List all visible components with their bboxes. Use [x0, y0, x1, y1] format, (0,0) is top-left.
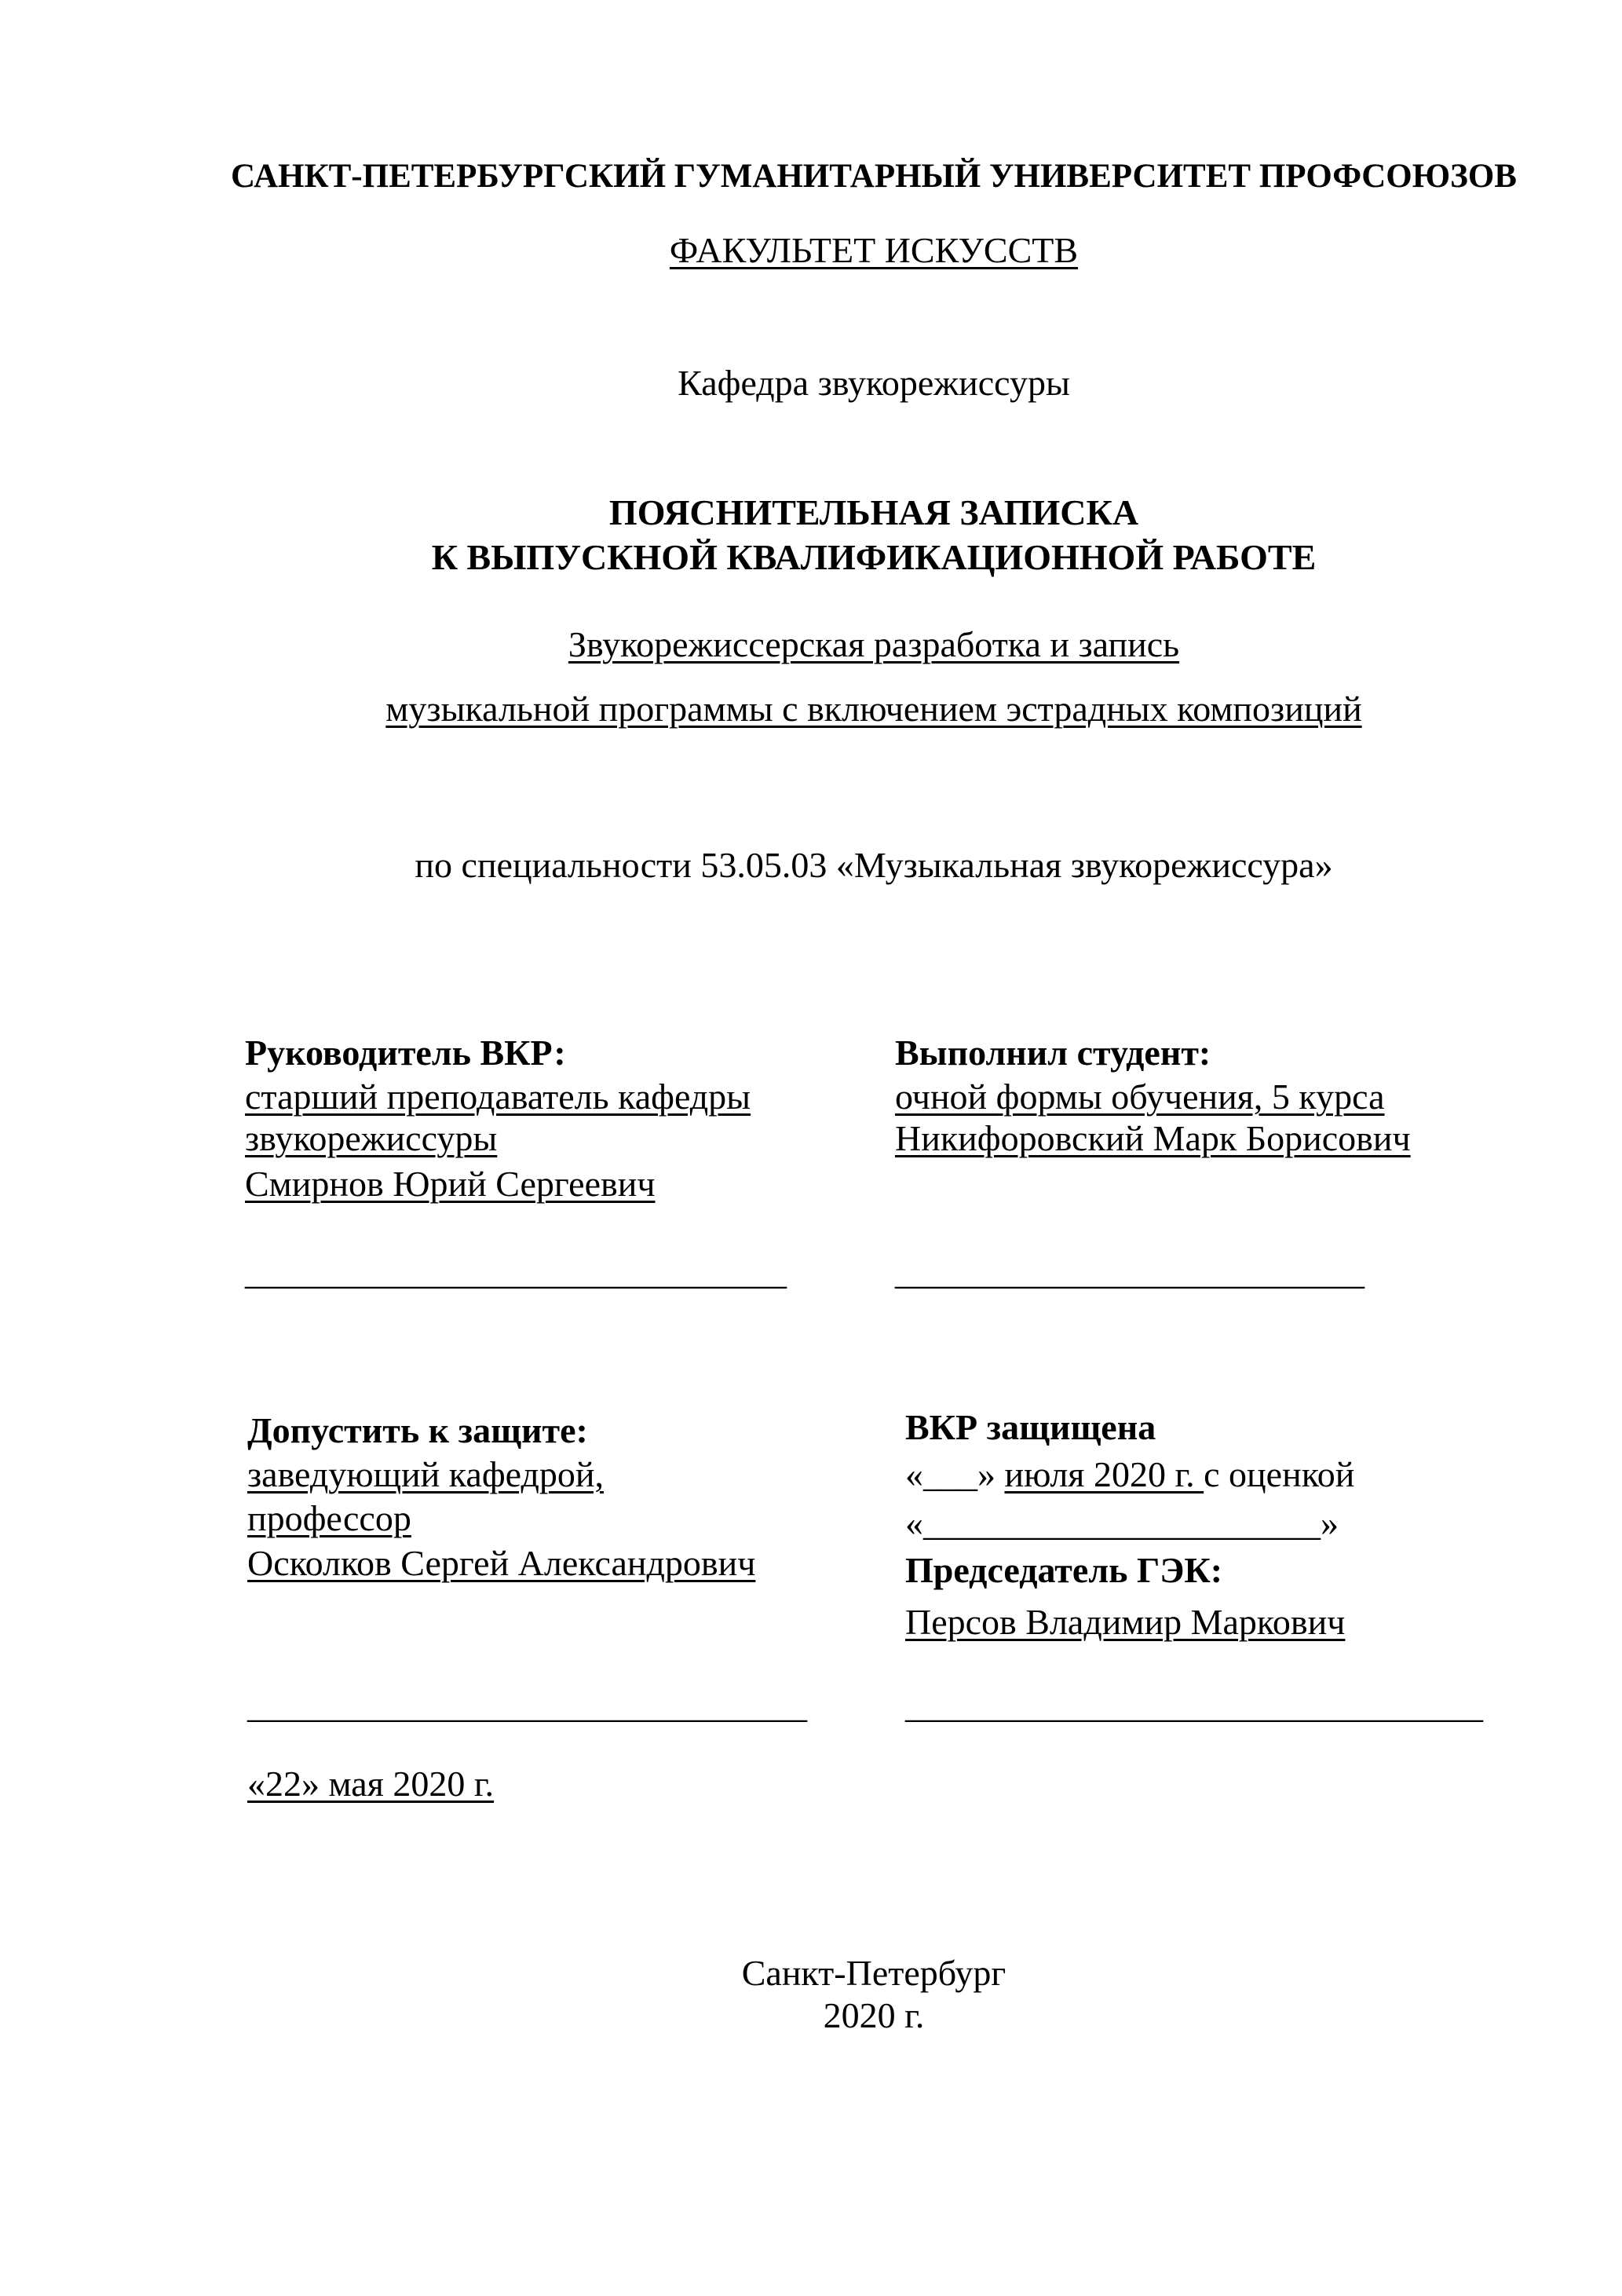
topic-line1: Звукорежиссерская разработка и запись [568, 624, 1180, 664]
document-title-line2: К ВЫПУСКНОЙ КВАЛИФИКАЦИОННОЙ РАБОТЕ [431, 537, 1317, 577]
supervisor-signature-line: ______________________________ [245, 1252, 787, 1292]
chair-name: Персов Владимир Маркович [905, 1602, 1346, 1642]
chair-heading: Председатель ГЭК: [905, 1550, 1223, 1590]
supervisor-name: Смирнов Юрий Сергеевич [245, 1164, 656, 1204]
topic-line2: музыкальной программы с включением эстрадных композиций [385, 689, 1362, 729]
defense-day: «___» [905, 1454, 1005, 1494]
year: 2020 г. [823, 1995, 925, 2035]
defense-month: июля 2020 г. [1004, 1454, 1204, 1494]
defense-heading: ВКР защищена [905, 1407, 1156, 1447]
admit-date: «22» мая 2020 г. [247, 1764, 495, 1804]
admit-position-1: заведующий кафедрой, [247, 1454, 604, 1494]
admit-position-2: профессор [247, 1498, 411, 1538]
student-heading: Выполнил студент: [895, 1033, 1211, 1073]
student-signature-line: __________________________ [895, 1252, 1364, 1292]
chair-signature-line: ________________________________ [905, 1685, 1483, 1725]
student-study-form: очной формы обучения, 5 курса [895, 1077, 1385, 1117]
faculty-name: ФАКУЛЬТЕТ ИСКУССТВ [669, 230, 1079, 270]
city: Санкт-Петербург [741, 1953, 1006, 1993]
admit-heading: Допустить к защите: [247, 1410, 588, 1450]
supervisor-position-1: старший преподаватель кафедры [245, 1077, 751, 1117]
university-name: САНКТ-ПЕТЕРБУРГСКИЙ ГУМАНИТАРНЫЙ УНИВЕРСИТЕТ ПРОФСОЮЗОВ [231, 158, 1517, 195]
defense-grade: «______________________» [905, 1503, 1339, 1543]
specialty: по специальности 53.05.03 «Музыкальная звукорежиссура» [415, 845, 1333, 885]
supervisor-position-2: звукорежиссуры [245, 1118, 498, 1158]
admit-name: Осколков Сергей Александрович [247, 1543, 756, 1583]
admit-signature-line: _______________________________ [247, 1685, 807, 1725]
defense-date [905, 1453, 1354, 1497]
student-name: Никифоровский Марк Борисович [895, 1118, 1411, 1158]
defense-grade-label: с оценкой [1204, 1454, 1355, 1494]
document-title-line1: ПОЯСНИТЕЛЬНАЯ ЗАПИСКА [608, 492, 1139, 532]
supervisor-heading: Руководитель ВКР: [245, 1033, 566, 1073]
department-name: Кафедра звукорежиссуры [678, 363, 1070, 403]
